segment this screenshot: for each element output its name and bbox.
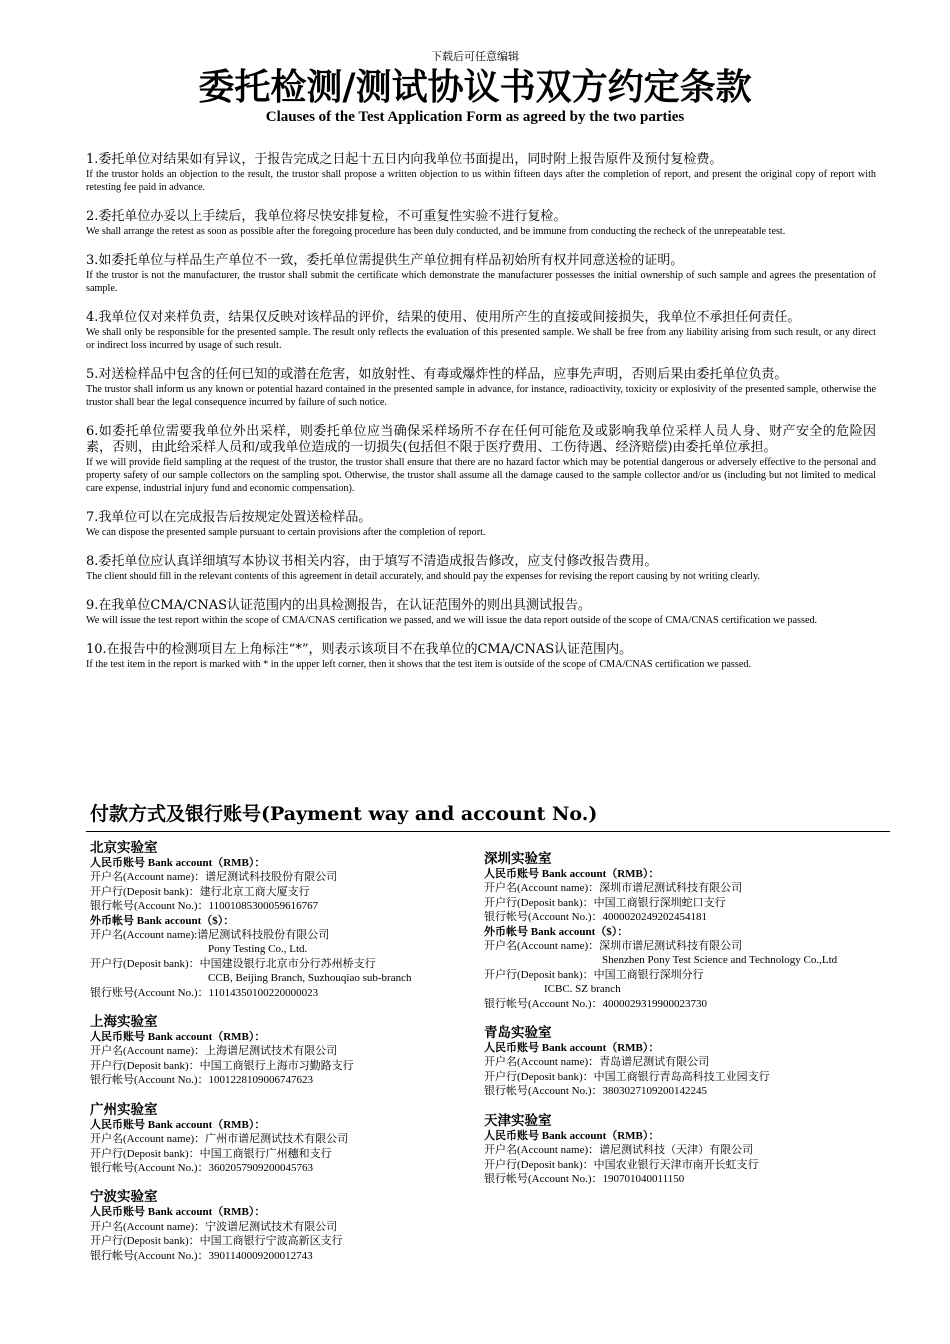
lab-shenzhen <box>484 851 874 1011</box>
account-name: 开户名(Account name)：宁波谱尼测试技术有限公司 <box>90 1220 338 1233</box>
clause-zh: 8.委托单位应认真详细填写本协议书相关内容，由于填写不清造成报告修改，应支付修改报告费用。 <box>86 554 658 569</box>
account-name: 开户名(Account name):谱尼测试科技股份有限公司 <box>90 929 330 942</box>
payment-section-title: 付款方式及银行账号(Payment way and account No.) <box>90 803 598 825</box>
clause-7 <box>86 510 876 539</box>
clause-en: We shall only be responsible for the presented sample. The result only reflects the evaluation of this presented sample. We shall be free from any liability arising from such result, or any direct or indirect loss incurred by usage of such result. <box>86 327 876 351</box>
usd-account-heading: 外币帐号 Bank account（$）： <box>484 925 629 938</box>
clause-zh: 4.我单位仅对来样负责，结果仅反映对该样品的评价，结果的使用、使用所产生的直接或间接损失，我单位不承担任何责任。 <box>86 310 801 325</box>
clause-9 <box>86 598 876 627</box>
clause-3 <box>86 253 876 295</box>
rmb-account-heading: 人民币账号 Bank account（RMB）： <box>90 1206 266 1219</box>
lab-ningbo <box>90 1189 480 1263</box>
section-divider <box>86 831 890 832</box>
deposit-bank-en: CCB, Beijing Branch, Suzhouqiao sub-branch <box>208 972 412 985</box>
account-number: 银行帐号(Account No.)：3602057909200045763 <box>90 1161 314 1174</box>
account-number: 银行帐号(Account No.)：4000029319900023730 <box>484 997 708 1010</box>
clause-4 <box>86 310 876 352</box>
rmb-account-heading: 人民币账号 Bank account（RMB）： <box>90 857 266 869</box>
account-number: 银行账号(Account No.)：11014350100220000023 <box>90 986 319 999</box>
account-name: 开户名(Account name)：深圳市谱尼测试科技有限公司 <box>484 882 743 895</box>
lab-name: 广州实验室 <box>90 1101 158 1118</box>
rmb-account-heading: 人民币账号 Bank account（RMB）： <box>90 1118 266 1131</box>
lab-guangzhou <box>90 1102 480 1176</box>
usd-account-heading: 外币帐号 Bank account（$）： <box>90 914 235 927</box>
deposit-bank: 开户行(Deposit bank)：中国农业银行天津市南开长虹支行 <box>484 1158 759 1171</box>
clause-zh: 6.如委托单位需要我单位外出采样，则委托单位应当确保采样场所不存在任何可能危及或影响我单位采样人员人身、财产安全的危险因素，否则，由此给采样人员和/或我单位造成的一切损失(包括但不限于医疗费用、工伤待遇、经济赔偿)由委托单位承担。 <box>86 424 876 455</box>
clause-1 <box>86 152 876 194</box>
clause-en: If we will provide field sampling at the request of the trustor, the trustor shall ensure that there are no hazard factor which may be potential dangerous or adversely effective to the personal and property safety of our sample collectors on the sampling spot. Otherwise, the trustor shall assume all the damage caused to the sample collector and/or us (including but not limited to medical care expense, industrial injury fund and economic compensation). <box>86 457 876 494</box>
account-number: 银行帐号(Account No.)：190701040011150 <box>484 1172 685 1185</box>
account-number: 银行帐号(Account No.)：3901140009200012743 <box>90 1249 313 1262</box>
clause-en: The trustor shall inform us any known or potential hazard contained in the presented sample in advance, for instance, radioactivity, toxicity or explosivity of the presented sample, otherwise the trustor shall bear the legal consequence incurred by failure of such notice. <box>86 384 876 408</box>
deposit-bank: 开户行(Deposit bank)：中国工商银行深圳分行 <box>484 968 704 981</box>
account-name: 开户名(Account name)：谱尼测试科技股份有限公司 <box>90 871 338 884</box>
clause-en: We shall arrange the retest as soon as possible after the foregoing procedure has been duly conducted, and be immune from conducting the recheck of the unrepeatable test. <box>86 226 786 237</box>
clause-en: If the trustor holds an objection to the result, the trustor shall propose a written objection to us within fifteen days after the completion of report, and present the original copy of report with retesting fee paid in advance. <box>86 169 876 193</box>
clause-zh: 10.在报告中的检测项目左上角标注“*”，则表示该项目不在我单位的CMA/CNAS认证范围内。 <box>86 642 633 657</box>
document-title: 委托检测/测试协议书双方约定条款 <box>198 66 752 108</box>
account-name: 开户名(Account name)：谱尼测试科技（天津）有限公司 <box>484 1144 754 1157</box>
account-name: 开户名(Account name)：深圳市谱尼测试科技有限公司 <box>484 940 743 953</box>
deposit-bank: 开户行(Deposit bank)：中国工商银行深圳蛇口支行 <box>484 896 726 909</box>
deposit-bank-en: ICBC. SZ branch <box>544 983 621 996</box>
document-subtitle: Clauses of the Test Application Form as agreed by the two parties <box>265 109 685 125</box>
download-note: 下载后可任意编辑 <box>431 50 519 63</box>
account-name-en: Shenzhen Pony Test Science and Technology Co.,Ltd <box>602 954 838 967</box>
lab-name: 北京实验室 <box>90 840 158 856</box>
account-number: 银行帐号(Account No.)：3803027109200142245 <box>484 1085 708 1098</box>
deposit-bank: 开户行(Deposit bank)：中国建设银行北京市分行苏州桥支行 <box>90 957 376 970</box>
account-number: 银行帐号(Account No.)：11001085300059616767 <box>90 900 319 913</box>
clause-zh: 7.我单位可以在完成报告后按规定处置送检样品。 <box>86 510 372 525</box>
clause-zh: 5.对送检样品中包含的任何已知的或潜在危害，如放射性、有毒或爆炸性的样品，应事先声明，否则后果由委托单位负责。 <box>86 367 788 382</box>
clause-zh: 2.委托单位办妥以上手续后，我单位将尽快安排复检，不可重复性实验不进行复检。 <box>86 209 567 224</box>
lab-name: 天津实验室 <box>484 1112 552 1129</box>
clause-6 <box>86 424 876 495</box>
clause-2 <box>86 209 876 238</box>
clause-en: If the trustor is not the manufacturer, the trustor shall submit the certificate which demonstrate the manufacturer possesses the initial ownership of such sample and agrees the presentation of sample. <box>86 270 876 294</box>
lab-name: 深圳实验室 <box>484 851 552 867</box>
account-name-en: Pony Testing Co., Ltd. <box>208 943 308 956</box>
rmb-account-heading: 人民币账号 Bank account（RMB）： <box>484 1129 660 1142</box>
clause-zh: 1.委托单位对结果如有异议，于报告完成之日起十五日内向我单位书面提出，同时附上报告原件及预付复检费。 <box>86 152 723 167</box>
clause-zh: 3.如委托单位与样品生产单位不一致，委托单位需提供生产单位拥有样品初始所有权并同意送检的证明。 <box>86 253 684 268</box>
account-number: 银行帐号(Account No.)：4000020249202454181 <box>484 911 708 924</box>
lab-tianjin <box>484 1113 874 1187</box>
clause-en: The client should fill in the relevant contents of this agreement in detail accurately, and should pay the expenses for revising the report causing by not writing clearly. <box>86 571 760 582</box>
account-name: 开户名(Account name)：青岛谱尼测试有限公司 <box>484 1056 710 1069</box>
lab-name: 青岛实验室 <box>484 1025 552 1042</box>
payment-column-right <box>484 851 874 1200</box>
lab-name: 宁波实验室 <box>90 1189 158 1206</box>
rmb-account-heading: 人民币账号 Bank account（RMB）： <box>484 868 660 880</box>
clause-8 <box>86 554 876 583</box>
account-name: 开户名(Account name)：广州市谱尼测试技术有限公司 <box>90 1133 349 1146</box>
rmb-account-heading: 人民币账号 Bank account（RMB）： <box>90 1031 266 1044</box>
deposit-bank: 开户行(Deposit bank)：中国工商银行上海市习勤路支行 <box>90 1059 354 1072</box>
clause-en: We can dispose the presented sample pursuant to certain provisions after the completion of report. <box>86 527 486 538</box>
account-number: 银行帐号(Account No.)：1001228109006747623 <box>90 1074 314 1087</box>
deposit-bank: 开户行(Deposit bank)：中国工商银行广州穗和支行 <box>90 1147 332 1160</box>
deposit-bank: 开户行(Deposit bank)：中国工商银行青岛高科技工业园支行 <box>484 1070 770 1083</box>
clause-zh: 9.在我单位CMA/CNAS认证范围内的出具检测报告，在认证范围外的则出具测试报告。 <box>86 598 592 613</box>
payment-column-left <box>90 840 480 1277</box>
rmb-account-heading: 人民币账号 Bank account（RMB）： <box>484 1042 660 1055</box>
clause-5 <box>86 367 876 409</box>
clauses-list <box>86 152 876 686</box>
lab-shanghai <box>90 1014 480 1088</box>
clause-10 <box>86 642 876 671</box>
lab-beijing <box>90 840 480 1000</box>
deposit-bank: 开户行(Deposit bank)：建行北京工商大厦支行 <box>90 885 310 898</box>
deposit-bank: 开户行(Deposit bank)：中国工商银行宁波高新区支行 <box>90 1235 343 1248</box>
account-name: 开户名(Account name)：上海谱尼测试技术有限公司 <box>90 1045 338 1058</box>
lab-name: 上海实验室 <box>90 1014 158 1031</box>
clause-en: We will issue the test report within the scope of CMA/CNAS certification we passed, and we will issue the data report outside of the scope of CMA/CNAS certification we passed. <box>86 615 818 626</box>
lab-qingdao <box>484 1025 874 1099</box>
clause-en: If the test item in the report is marked with * in the upper left corner, then it shows that the test item is outside of the scope of CMA/CNAS certification we passed. <box>86 659 752 670</box>
